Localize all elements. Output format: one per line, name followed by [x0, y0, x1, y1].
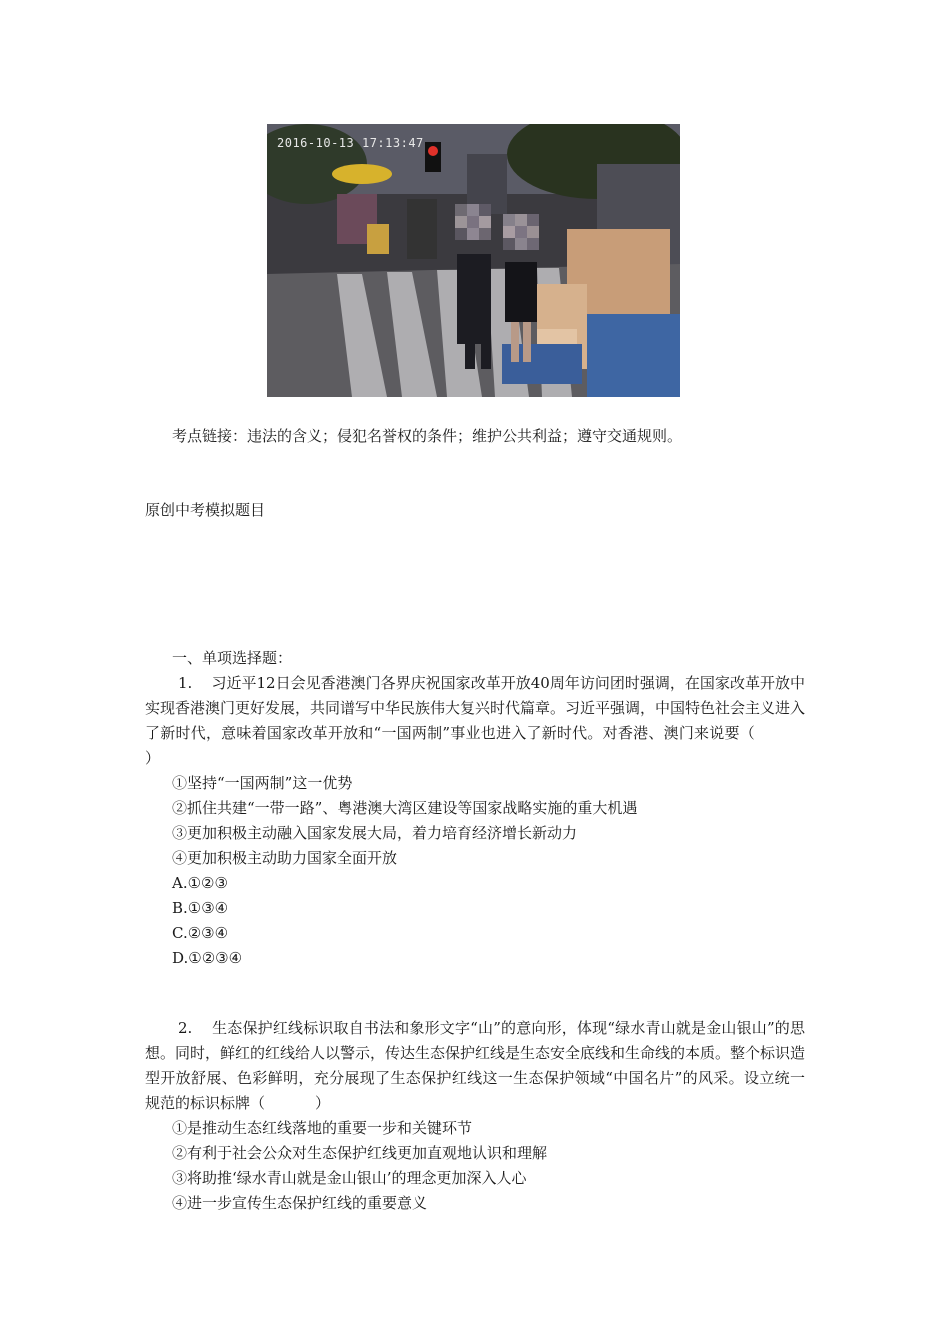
question-1-text: 习近平12日会见香港澳门各界庆祝国家改革开放40周年访问团时强调，在国家改革开放中实现香港澳门更好发展，共同谱写中华民族伟大复兴时代篇章。习近平强调，中国特色社会主义进入了新时代，意味着国家改革开放和“一国两制”事业也进入了新时代。对香港、澳门来说要（ [145, 674, 806, 742]
q1-item-1: ①坚持“一国两制”这一优势 [172, 774, 353, 792]
q2-item-2: ②有利于社会公众对生态保护红线更加直观地认识和理解 [172, 1144, 548, 1162]
q1-choice-b: B.①③④ [172, 899, 229, 917]
question-2-stem [145, 1016, 805, 1116]
q2-item-1: ①是推动生态红线落地的重要一步和关键环节 [172, 1119, 473, 1137]
question-type-heading: 一、单项选择题： [172, 649, 293, 667]
question-2-number: 2. [178, 1019, 193, 1037]
q1-choice-a: A.①②③ [172, 874, 228, 892]
q1-choice-d: D.①②③④ [172, 949, 243, 967]
question-2-text: 生态保护红线标识取自书法和象形文字“山”的意向形，体现“绿水青山就是金山银山”的思想。同时，鲜红的红线给人以警示，传达生态保护红线是生态安全底线和生命线的本质。整个标识造型开放舒展、色彩鲜明，充分展现了生态保护红线这一生态保护领域“中国名片”的风采。设立统一规范的标识标牌（ [145, 1019, 806, 1112]
q1-choice-c: C.②③④ [172, 924, 229, 942]
q2-item-4: ④进一步宣传生态保护红线的重要意义 [172, 1194, 428, 1212]
street-scene-image [267, 124, 680, 397]
q1-item-3: ③更加积极主动融入国家发展大局，着力培育经济增长新动力 [172, 824, 578, 842]
section-title: 原创中考模拟题目 [145, 501, 266, 519]
q1-item-4: ④更加积极主动助力国家全面开放 [172, 849, 398, 867]
question-2-paren-close: ） [315, 1094, 331, 1112]
kaodian-link: 考点链接：违法的含义；侵犯名誉权的条件；维护公共利益；遵守交通规则。 [172, 427, 683, 445]
photo-timestamp: 2016-10-13 17:13:47 [277, 136, 424, 150]
question-1-number: 1. [178, 674, 193, 692]
street-photo [267, 124, 680, 397]
q1-item-2: ②抓住共建“一带一路”、粤港澳大湾区建设等国家战略实施的重大机遇 [172, 799, 638, 817]
question-1-stem [145, 671, 805, 771]
question-1-paren-close: ） [145, 749, 161, 767]
q2-item-3: ③将助推‘绿水青山就是金山银山’的理念更加深入人心 [172, 1169, 527, 1187]
